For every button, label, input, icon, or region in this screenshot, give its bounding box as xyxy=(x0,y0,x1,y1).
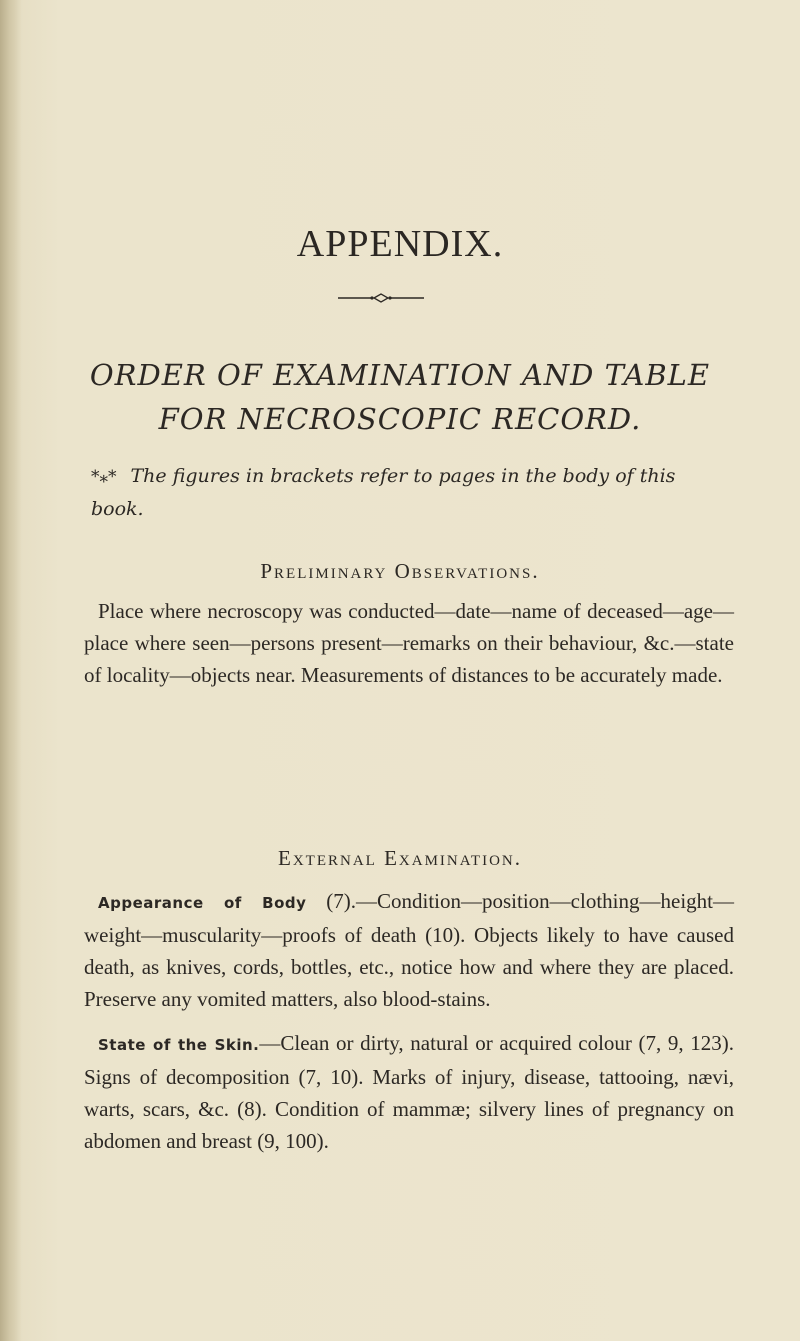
appearance-of-body-lead: Appearance of Body xyxy=(98,894,307,912)
bracket-note-text: The figures in brackets refer to pages in the body of this book. xyxy=(91,465,676,520)
bracket-note xyxy=(91,460,731,525)
asterism-mark: *⁎* xyxy=(91,467,117,487)
state-of-skin-text: —Clean or dirty, natural or acquired colour (7, 9, 123). Signs of decomposition (7, 10). Marks of injury, disease, tattooing, nævi, warts, scars, &c. (8). Condition of mammæ; silvery lines of pregnancy on abdomen and breast (9, 100). xyxy=(84,1031,735,1153)
appearance-of-body-text: (7).—Condition—position—clothing—height—weight—muscularity—proofs of death (10). Objects likely to have caused death, as knives, cords, bottles, etc., notice how and where they are placed. Preserve any vomited matters, also blood-stains. xyxy=(84,889,734,1011)
external-examination-title: External Examination. xyxy=(278,846,522,870)
state-of-skin-lead: State of the Skin. xyxy=(98,1036,260,1054)
divider-ornament xyxy=(336,293,426,303)
appearance-of-body-paragraph xyxy=(84,885,734,1015)
section-heading-line-1: ORDER OF EXAMINATION AND TABLE xyxy=(89,358,711,392)
section-heading-line-2: FOR NECROSCOPIC RECORD. xyxy=(158,402,642,436)
page-title: APPENDIX. xyxy=(296,223,504,265)
preliminary-observations-title: Preliminary Observations. xyxy=(260,559,540,583)
state-of-skin-paragraph xyxy=(84,1027,734,1157)
preliminary-observations-text: Place where necroscopy was conducted—date—name of deceased—age—place where seen—persons present—remarks on their behaviour, &c.—state of locality—objects near. Measurements of distances to be accurately made. xyxy=(84,599,734,687)
page-edge-shadow xyxy=(0,0,22,1341)
